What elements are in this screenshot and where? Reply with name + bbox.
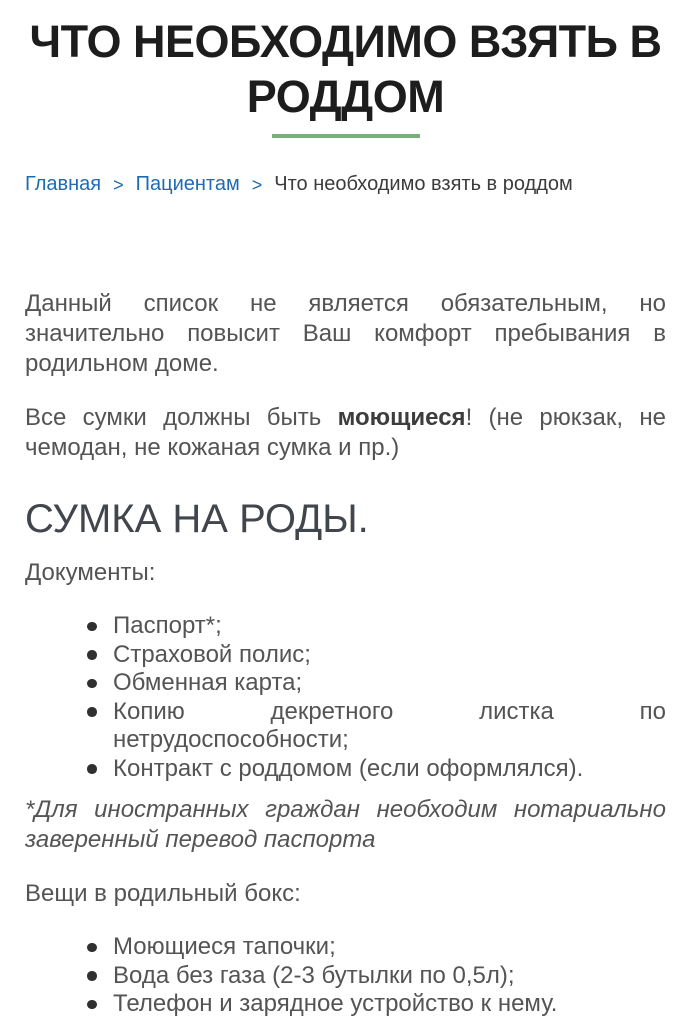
- breadcrumb-link-home[interactable]: Главная: [25, 173, 102, 195]
- documents-label: Документы:: [25, 559, 156, 586]
- list-item: Страховой полис;: [113, 641, 666, 670]
- list-item: Паспорт*;: [113, 612, 666, 641]
- page-title-line-2: РОДДОМ: [246, 71, 445, 122]
- breadcrumb-link-patients[interactable]: Пациентам: [135, 173, 240, 195]
- breadcrumb: [25, 171, 666, 197]
- list-item: Моющиеся тапочки;: [113, 933, 666, 962]
- list-item: Телефон и зарядное устройство к нему.: [113, 990, 666, 1019]
- chevron-right-icon: >: [113, 175, 124, 195]
- breadcrumb-current-page: Что необходимо взять в роддом: [274, 173, 573, 195]
- birth-box-label: Вещи в родильный бокс:: [25, 880, 301, 907]
- list-item: Вода без газа (2-3 бутылки по 0,5л);: [113, 962, 666, 991]
- documents-list: [25, 612, 666, 783]
- list-item: Обменная карта;: [113, 669, 666, 698]
- page-title: [25, 14, 666, 124]
- section-heading-bag-for-birth: СУМКА НА РОДЫ.: [25, 497, 369, 541]
- birth-box-list: [25, 933, 666, 1019]
- title-underline: [272, 134, 420, 138]
- passport-footnote: *Для иностранных граждан необходим нотариально заверенный перевод паспорта: [25, 796, 666, 853]
- bags-note-paragraph: Все сумки должны быть моющиеся! (не рюкзак, не чемодан, не кожаная сумка и пр.): [25, 404, 666, 461]
- chevron-right-icon: >: [251, 175, 263, 195]
- list-item: Копию декретного листка по нетрудоспособности;: [113, 697, 666, 753]
- page-title-line-1: ЧТО НЕОБХОДИМО ВЗЯТЬ В: [29, 16, 662, 67]
- intro-paragraph: Данный список не является обязательным, но значительно повысит Ваш комфорт пребывания в родильном доме.: [25, 290, 666, 377]
- list-item: Контракт с роддомом (если оформлялся).: [113, 755, 666, 784]
